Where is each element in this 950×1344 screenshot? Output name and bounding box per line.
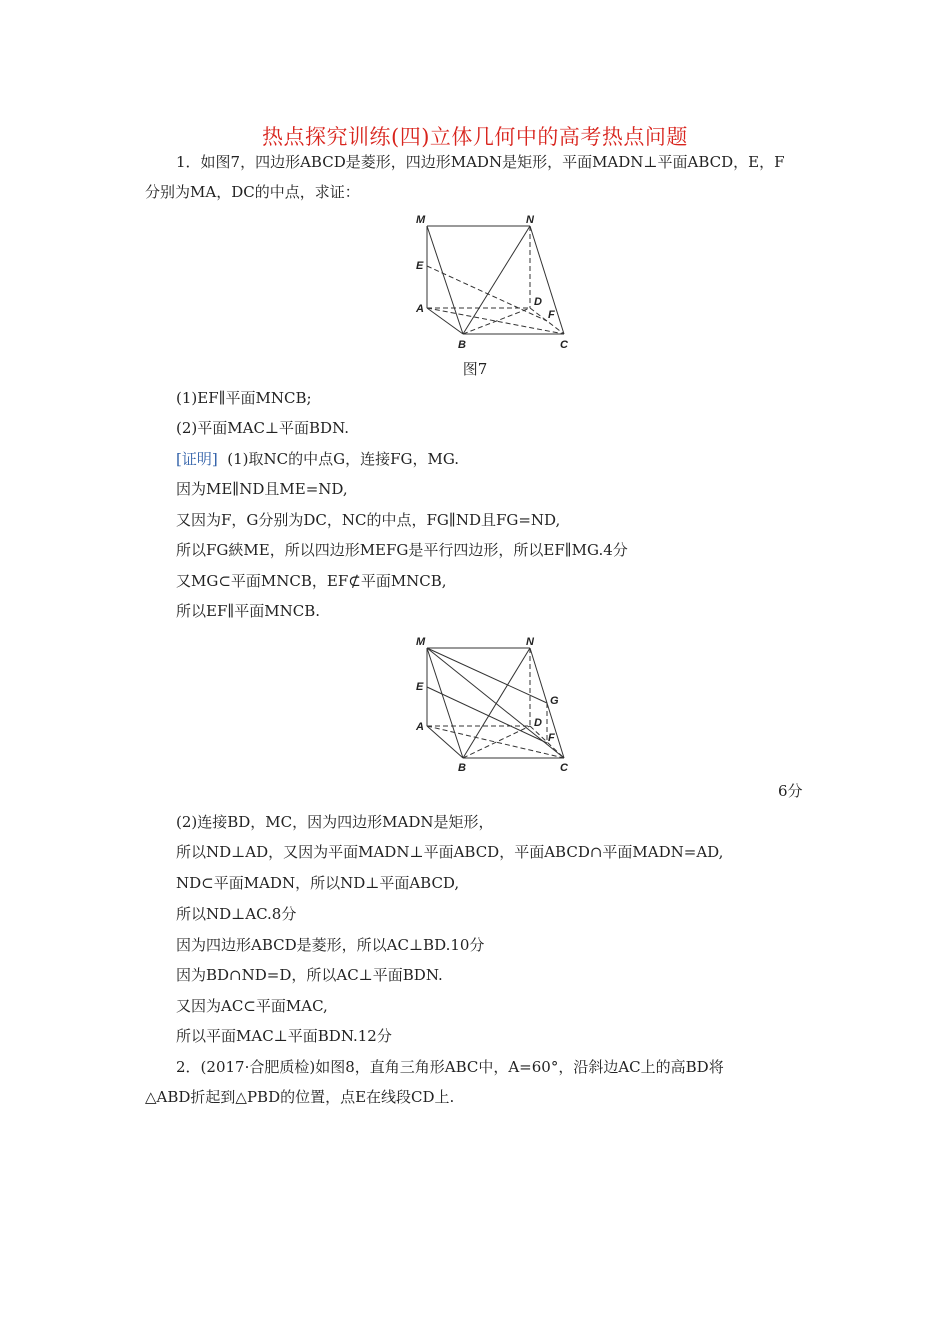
- label-A: A: [416, 303, 424, 315]
- proof-tag: [证明]: [176, 450, 218, 468]
- problem2-line1: 2．(2017·合肥质检)如图8，直角三角形ABC中，A=60°，沿斜边AC上的高BD将: [176, 1058, 724, 1076]
- proof-line: 又因为AC⊂平面MAC,: [176, 997, 328, 1015]
- proof-line: 所以ND⊥AC.8分: [176, 905, 297, 923]
- proof-line: 所以EF∥平面MNCB.: [176, 602, 321, 620]
- label-E: E: [416, 260, 424, 272]
- label-M: M: [416, 636, 426, 648]
- label-N: N: [526, 214, 534, 226]
- label-F: F: [548, 732, 555, 744]
- proof-line: 因为四边形ABCD是菱形，所以AC⊥BD.10分: [176, 936, 485, 954]
- figure-proof: [400, 628, 590, 774]
- proof-part1-start: (1)取NC的中点G，连接FG，MG.: [227, 450, 460, 468]
- proof-line: 所以FG綊ME，所以四边形MEFG是平行四边形，所以EF∥MG.4分: [176, 541, 628, 559]
- label-E: E: [416, 681, 424, 693]
- figure-7-caption: 图7: [462, 360, 488, 378]
- proof-line: (2)连接BD，MC，因为四边形MADN是矩形，: [176, 813, 494, 831]
- label-A: A: [416, 721, 424, 733]
- label-D: D: [534, 717, 542, 729]
- label-B: B: [458, 762, 466, 774]
- question-2: (2)平面MAC⊥平面BDN.: [176, 419, 350, 437]
- label-M: M: [416, 214, 426, 226]
- proof-line: ND⊂平面MADN，所以ND⊥平面ABCD,: [176, 874, 460, 892]
- label-F: F: [548, 309, 555, 321]
- proof-line: 因为ME∥ND且ME=ND,: [176, 480, 348, 498]
- page-title: 热点探究训练(四)立体几何中的高考热点问题: [262, 125, 688, 149]
- proof-line: 所以平面MAC⊥平面BDN.12分: [176, 1027, 392, 1045]
- figure-7: [400, 208, 590, 352]
- label-N: N: [526, 636, 534, 648]
- proof-line: 所以ND⊥AD，又因为平面MADN⊥平面ABCD，平面ABCD∩平面MADN=AD,: [176, 843, 724, 861]
- problem1-line1: 1．如图7，四边形ABCD是菱形，四边形MADN是矩形，平面MADN⊥平面ABCD，E，F: [176, 153, 785, 171]
- label-C: C: [560, 339, 568, 351]
- proof-first-line: [176, 449, 459, 469]
- proof-line: 因为BD∩ND=D，所以AC⊥平面BDN.: [176, 966, 443, 984]
- problem2-line2: △ABD折起到△PBD的位置，点E在线段CD上.: [145, 1088, 455, 1106]
- score-6: 6分: [778, 782, 803, 800]
- label-D: D: [534, 296, 542, 308]
- proof-line: 又因为F，G分别为DC，NC的中点，FG∥ND且FG=ND,: [176, 511, 561, 529]
- proof-line: 又MG⊂平面MNCB，EF⊄平面MNCB,: [176, 572, 447, 590]
- label-C: C: [560, 762, 568, 774]
- label-B: B: [458, 339, 466, 351]
- label-G: G: [550, 695, 559, 707]
- question-1: (1)EF∥平面MNCB;: [176, 389, 312, 407]
- problem1-line2: 分别为MA，DC的中点，求证：: [145, 183, 360, 201]
